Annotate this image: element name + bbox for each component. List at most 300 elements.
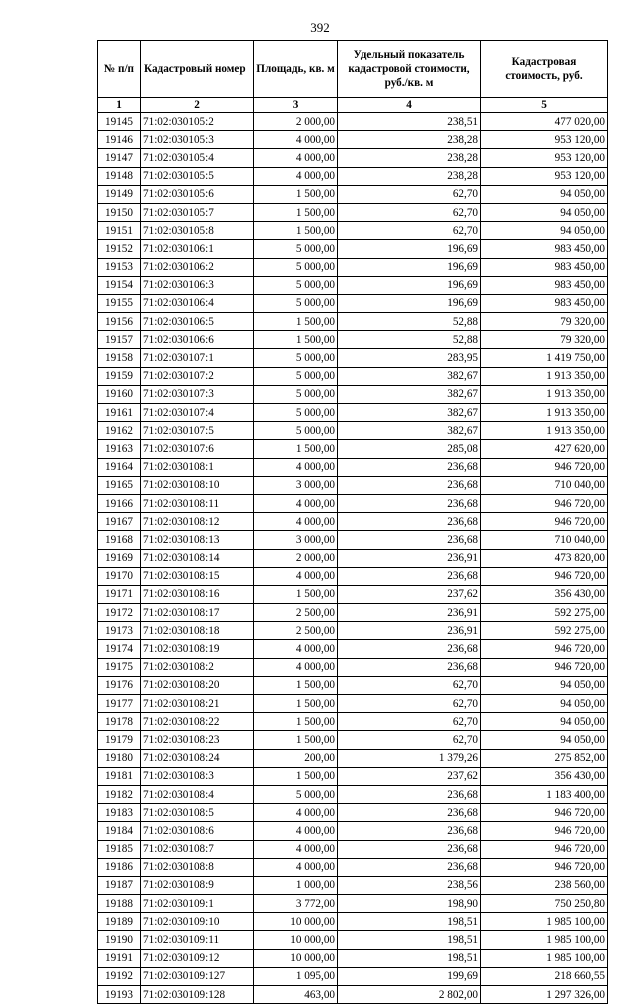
table-row: [98, 658, 608, 676]
area-cell: 1 500,00: [254, 676, 338, 694]
unit-value-cell: 236,68: [338, 531, 481, 549]
unit-value-cell: 196,69: [338, 240, 481, 258]
area-cell: 1 500,00: [254, 313, 338, 331]
table-header-row: [98, 41, 608, 98]
area-cell: 1 500,00: [254, 731, 338, 749]
area-cell: 1 500,00: [254, 222, 338, 240]
cadastral-cost-cell: 946 720,00: [481, 567, 608, 585]
row-number-cell: 19154: [98, 276, 141, 294]
cadastral-cost-cell: 946 720,00: [481, 494, 608, 512]
cadastral-cost-cell: 79 320,00: [481, 313, 608, 331]
row-number-cell: 19159: [98, 367, 141, 385]
cadastral-number-cell: 71:02:030108:10: [141, 476, 254, 494]
area-cell: 4 000,00: [254, 858, 338, 876]
cadastral-number-cell: 71:02:030108:22: [141, 713, 254, 731]
table-row: [98, 640, 608, 658]
cadastral-number-cell: 71:02:030108:21: [141, 695, 254, 713]
area-cell: 1 095,00: [254, 967, 338, 985]
area-cell: 5 000,00: [254, 422, 338, 440]
row-number-cell: 19191: [98, 949, 141, 967]
area-cell: 4 000,00: [254, 804, 338, 822]
unit-value-cell: 236,68: [338, 658, 481, 676]
header-cadastral-number: Кадастровый номер: [141, 41, 254, 98]
column-number: 1: [98, 98, 141, 113]
row-number-cell: 19153: [98, 258, 141, 276]
area-cell: 5 000,00: [254, 276, 338, 294]
cadastral-cost-cell: 592 275,00: [481, 622, 608, 640]
cadastral-number-cell: 71:02:030105:6: [141, 185, 254, 203]
unit-value-cell: 196,69: [338, 294, 481, 312]
unit-value-cell: 198,51: [338, 931, 481, 949]
area-cell: 2 500,00: [254, 622, 338, 640]
cadastral-cost-cell: 94 050,00: [481, 695, 608, 713]
header-area: Площадь, кв. м: [254, 41, 338, 98]
table-row: [98, 804, 608, 822]
area-cell: 10 000,00: [254, 949, 338, 967]
area-cell: 2 000,00: [254, 549, 338, 567]
cadastral-cost-cell: 1 913 350,00: [481, 404, 608, 422]
area-cell: 4 000,00: [254, 513, 338, 531]
unit-value-cell: 196,69: [338, 276, 481, 294]
row-number-cell: 19158: [98, 349, 141, 367]
row-number-cell: 19147: [98, 149, 141, 167]
cadastral-number-cell: 71:02:030108:23: [141, 731, 254, 749]
area-cell: 10 000,00: [254, 931, 338, 949]
unit-value-cell: 198,51: [338, 949, 481, 967]
cadastral-cost-cell: 1 913 350,00: [481, 422, 608, 440]
table-row: [98, 313, 608, 331]
row-number-cell: 19169: [98, 549, 141, 567]
row-number-cell: 19163: [98, 440, 141, 458]
unit-value-cell: 382,67: [338, 422, 481, 440]
row-number-cell: 19179: [98, 731, 141, 749]
table-row: [98, 986, 608, 1004]
area-cell: 5 000,00: [254, 240, 338, 258]
cadastral-number-cell: 71:02:030108:16: [141, 585, 254, 603]
row-number-cell: 19192: [98, 967, 141, 985]
cadastral-cost-cell: 1 985 100,00: [481, 913, 608, 931]
area-cell: 1 500,00: [254, 331, 338, 349]
table-row: [98, 476, 608, 494]
header-cadastral-cost: Кадастровая стоимость, руб.: [481, 41, 608, 98]
cadastral-cost-cell: 1 985 100,00: [481, 949, 608, 967]
unit-value-cell: 285,08: [338, 440, 481, 458]
cadastral-cost-cell: 983 450,00: [481, 240, 608, 258]
unit-value-cell: 236,91: [338, 622, 481, 640]
table-row: [98, 822, 608, 840]
table-row: [98, 167, 608, 185]
area-cell: 5 000,00: [254, 349, 338, 367]
cadastral-number-cell: 71:02:030109:10: [141, 913, 254, 931]
cadastral-cost-cell: 710 040,00: [481, 531, 608, 549]
row-number-cell: 19173: [98, 622, 141, 640]
cadastral-cost-cell: 94 050,00: [481, 713, 608, 731]
area-cell: 4 000,00: [254, 658, 338, 676]
unit-value-cell: 1 379,26: [338, 749, 481, 767]
cadastral-cost-cell: 94 050,00: [481, 731, 608, 749]
column-number-row: [98, 98, 608, 113]
unit-value-cell: 382,67: [338, 404, 481, 422]
table-row: [98, 767, 608, 785]
area-cell: 10 000,00: [254, 913, 338, 931]
cadastral-cost-cell: 953 120,00: [481, 149, 608, 167]
cadastral-cost-cell: 983 450,00: [481, 258, 608, 276]
row-number-cell: 19180: [98, 749, 141, 767]
row-number-cell: 19187: [98, 876, 141, 894]
row-number-cell: 19160: [98, 385, 141, 403]
unit-value-cell: 236,68: [338, 458, 481, 476]
row-number-cell: 19190: [98, 931, 141, 949]
cadastral-cost-cell: 946 720,00: [481, 840, 608, 858]
cadastral-cost-cell: 1 985 100,00: [481, 931, 608, 949]
cadastral-cost-cell: 238 560,00: [481, 876, 608, 894]
table-row: [98, 149, 608, 167]
cadastral-number-cell: 71:02:030107:6: [141, 440, 254, 458]
area-cell: 5 000,00: [254, 385, 338, 403]
unit-value-cell: 62,70: [338, 203, 481, 221]
area-cell: 1 500,00: [254, 695, 338, 713]
cadastral-number-cell: 71:02:030108:18: [141, 622, 254, 640]
cadastral-number-cell: 71:02:030108:2: [141, 658, 254, 676]
unit-value-cell: 236,68: [338, 804, 481, 822]
table-row: [98, 913, 608, 931]
cadastral-number-cell: 71:02:030108:20: [141, 676, 254, 694]
table-row: [98, 458, 608, 476]
cadastral-number-cell: 71:02:030108:4: [141, 785, 254, 803]
unit-value-cell: 52,88: [338, 313, 481, 331]
area-cell: 4 000,00: [254, 149, 338, 167]
area-cell: 1 000,00: [254, 876, 338, 894]
cadastral-number-cell: 71:02:030107:2: [141, 367, 254, 385]
cadastral-cost-cell: 750 250,80: [481, 895, 608, 913]
cadastral-number-cell: 71:02:030108:8: [141, 858, 254, 876]
table-row: [98, 440, 608, 458]
unit-value-cell: 238,28: [338, 149, 481, 167]
unit-value-cell: 62,70: [338, 185, 481, 203]
table-row: [98, 113, 608, 131]
area-cell: 463,00: [254, 986, 338, 1004]
unit-value-cell: 283,95: [338, 349, 481, 367]
cadastral-value-table: [97, 40, 608, 1004]
page-number: 392: [310, 20, 330, 35]
table-row: [98, 294, 608, 312]
cadastral-number-cell: 71:02:030108:13: [141, 531, 254, 549]
table-row: [98, 258, 608, 276]
row-number-cell: 19145: [98, 113, 141, 131]
cadastral-cost-cell: 953 120,00: [481, 167, 608, 185]
table-row: [98, 385, 608, 403]
cadastral-number-cell: 71:02:030108:1: [141, 458, 254, 476]
column-number: 2: [141, 98, 254, 113]
cadastral-cost-cell: 710 040,00: [481, 476, 608, 494]
cadastral-number-cell: 71:02:030105:5: [141, 167, 254, 185]
table-row: [98, 203, 608, 221]
table-row: [98, 676, 608, 694]
row-number-cell: 19166: [98, 494, 141, 512]
cadastral-cost-cell: 946 720,00: [481, 822, 608, 840]
cadastral-number-cell: 71:02:030105:7: [141, 203, 254, 221]
cadastral-cost-cell: 983 450,00: [481, 276, 608, 294]
row-number-cell: 19156: [98, 313, 141, 331]
area-cell: 2 000,00: [254, 113, 338, 131]
unit-value-cell: 382,67: [338, 367, 481, 385]
cadastral-cost-cell: 946 720,00: [481, 458, 608, 476]
row-number-cell: 19167: [98, 513, 141, 531]
row-number-cell: 19161: [98, 404, 141, 422]
row-number-cell: 19171: [98, 585, 141, 603]
cadastral-number-cell: 71:02:030106:4: [141, 294, 254, 312]
unit-value-cell: 62,70: [338, 222, 481, 240]
row-number-cell: 19182: [98, 785, 141, 803]
cadastral-cost-cell: 94 050,00: [481, 676, 608, 694]
row-number-cell: 19188: [98, 895, 141, 913]
table-row: [98, 331, 608, 349]
unit-value-cell: 236,68: [338, 840, 481, 858]
table-row: [98, 876, 608, 894]
table-row: [98, 240, 608, 258]
unit-value-cell: 236,68: [338, 476, 481, 494]
area-cell: 5 000,00: [254, 404, 338, 422]
table-row: [98, 185, 608, 203]
table-row: [98, 585, 608, 603]
cadastral-number-cell: 71:02:030109:1: [141, 895, 254, 913]
area-cell: 3 772,00: [254, 895, 338, 913]
cadastral-cost-cell: 218 660,55: [481, 967, 608, 985]
cadastral-cost-cell: 946 720,00: [481, 513, 608, 531]
area-cell: 1 500,00: [254, 185, 338, 203]
column-number: 4: [338, 98, 481, 113]
cadastral-number-cell: 71:02:030109:127: [141, 967, 254, 985]
cadastral-cost-cell: 1 183 400,00: [481, 785, 608, 803]
cadastral-cost-cell: 946 720,00: [481, 640, 608, 658]
cadastral-cost-cell: 94 050,00: [481, 222, 608, 240]
unit-value-cell: 238,56: [338, 876, 481, 894]
row-number-cell: 19155: [98, 294, 141, 312]
row-number-cell: 19184: [98, 822, 141, 840]
cadastral-cost-cell: 953 120,00: [481, 131, 608, 149]
area-cell: 4 000,00: [254, 167, 338, 185]
area-cell: 1 500,00: [254, 440, 338, 458]
row-number-cell: 19149: [98, 185, 141, 203]
row-number-cell: 19164: [98, 458, 141, 476]
cadastral-cost-cell: 1 913 350,00: [481, 385, 608, 403]
table-row: [98, 895, 608, 913]
cadastral-number-cell: 71:02:030109:12: [141, 949, 254, 967]
unit-value-cell: 236,68: [338, 822, 481, 840]
table-row: [98, 713, 608, 731]
row-number-cell: 19181: [98, 767, 141, 785]
column-number: 3: [254, 98, 338, 113]
unit-value-cell: 198,90: [338, 895, 481, 913]
unit-value-cell: 196,69: [338, 258, 481, 276]
row-number-cell: 19168: [98, 531, 141, 549]
cadastral-cost-cell: 983 450,00: [481, 294, 608, 312]
area-cell: 4 000,00: [254, 840, 338, 858]
row-number-cell: 19150: [98, 203, 141, 221]
cadastral-number-cell: 71:02:030106:2: [141, 258, 254, 276]
cadastral-cost-cell: 946 720,00: [481, 804, 608, 822]
cadastral-cost-cell: 946 720,00: [481, 658, 608, 676]
area-cell: 5 000,00: [254, 785, 338, 803]
column-number: 5: [481, 98, 608, 113]
cadastral-cost-cell: 1 419 750,00: [481, 349, 608, 367]
area-cell: 1 500,00: [254, 585, 338, 603]
area-cell: 5 000,00: [254, 367, 338, 385]
table-row: [98, 494, 608, 512]
table-row: [98, 222, 608, 240]
table-row: [98, 276, 608, 294]
cadastral-number-cell: 71:02:030107:4: [141, 404, 254, 422]
area-cell: 5 000,00: [254, 294, 338, 312]
table-row: [98, 622, 608, 640]
cadastral-number-cell: 71:02:030108:12: [141, 513, 254, 531]
cadastral-number-cell: 71:02:030108:15: [141, 567, 254, 585]
table-row: [98, 695, 608, 713]
header-row-number: № п/п: [98, 41, 141, 98]
area-cell: 4 000,00: [254, 494, 338, 512]
cadastral-cost-cell: 1 297 326,00: [481, 986, 608, 1004]
cadastral-cost-cell: 275 852,00: [481, 749, 608, 767]
table-body: [98, 113, 608, 1004]
area-cell: 3 000,00: [254, 531, 338, 549]
unit-value-cell: 237,62: [338, 767, 481, 785]
row-number-cell: 19174: [98, 640, 141, 658]
cadastral-number-cell: 71:02:030108:14: [141, 549, 254, 567]
row-number-cell: 19165: [98, 476, 141, 494]
unit-value-cell: 236,68: [338, 640, 481, 658]
area-cell: 3 000,00: [254, 476, 338, 494]
cadastral-number-cell: 71:02:030105:3: [141, 131, 254, 149]
cadastral-number-cell: 71:02:030105:4: [141, 149, 254, 167]
unit-value-cell: 238,51: [338, 113, 481, 131]
cadastral-number-cell: 71:02:030106:5: [141, 313, 254, 331]
cadastral-number-cell: 71:02:030106:3: [141, 276, 254, 294]
area-cell: 200,00: [254, 749, 338, 767]
table-row: [98, 549, 608, 567]
table-row: [98, 131, 608, 149]
cadastral-cost-cell: 356 430,00: [481, 767, 608, 785]
table-row: [98, 858, 608, 876]
unit-value-cell: 236,91: [338, 549, 481, 567]
cadastral-number-cell: 71:02:030107:3: [141, 385, 254, 403]
cadastral-cost-cell: 473 820,00: [481, 549, 608, 567]
unit-value-cell: 62,70: [338, 731, 481, 749]
row-number-cell: 19175: [98, 658, 141, 676]
row-number-cell: 19148: [98, 167, 141, 185]
cadastral-number-cell: 71:02:030107:1: [141, 349, 254, 367]
cadastral-cost-cell: 592 275,00: [481, 604, 608, 622]
row-number-cell: 19172: [98, 604, 141, 622]
table-row: [98, 349, 608, 367]
cadastral-number-cell: 71:02:030108:7: [141, 840, 254, 858]
area-cell: 1 500,00: [254, 713, 338, 731]
row-number-cell: 19152: [98, 240, 141, 258]
cadastral-number-cell: 71:02:030108:9: [141, 876, 254, 894]
area-cell: 4 000,00: [254, 822, 338, 840]
unit-value-cell: 62,70: [338, 676, 481, 694]
unit-value-cell: 62,70: [338, 695, 481, 713]
cadastral-number-cell: 71:02:030108:6: [141, 822, 254, 840]
row-number-cell: 19185: [98, 840, 141, 858]
row-number-cell: 19157: [98, 331, 141, 349]
row-number-cell: 19170: [98, 567, 141, 585]
area-cell: 4 000,00: [254, 567, 338, 585]
area-cell: 4 000,00: [254, 640, 338, 658]
row-number-cell: 19178: [98, 713, 141, 731]
unit-value-cell: 236,68: [338, 858, 481, 876]
cadastral-number-cell: 71:02:030105:8: [141, 222, 254, 240]
table-row: [98, 404, 608, 422]
row-number-cell: 19183: [98, 804, 141, 822]
cadastral-cost-cell: 427 620,00: [481, 440, 608, 458]
area-cell: 1 500,00: [254, 767, 338, 785]
cadastral-cost-cell: 356 430,00: [481, 585, 608, 603]
area-cell: 5 000,00: [254, 258, 338, 276]
table-row: [98, 785, 608, 803]
row-number-cell: 19193: [98, 986, 141, 1004]
table-row: [98, 531, 608, 549]
unit-value-cell: 236,91: [338, 604, 481, 622]
cadastral-number-cell: 71:02:030109:11: [141, 931, 254, 949]
unit-value-cell: 382,67: [338, 385, 481, 403]
cadastral-number-cell: 71:02:030108:24: [141, 749, 254, 767]
unit-value-cell: 199,69: [338, 967, 481, 985]
cadastral-number-cell: 71:02:030108:3: [141, 767, 254, 785]
cadastral-cost-cell: 94 050,00: [481, 203, 608, 221]
cadastral-number-cell: 71:02:030107:5: [141, 422, 254, 440]
cadastral-number-cell: 71:02:030109:128: [141, 986, 254, 1004]
unit-value-cell: 236,68: [338, 785, 481, 803]
cadastral-cost-cell: 94 050,00: [481, 185, 608, 203]
area-cell: 2 500,00: [254, 604, 338, 622]
table-row: [98, 949, 608, 967]
unit-value-cell: 2 802,00: [338, 986, 481, 1004]
unit-value-cell: 62,70: [338, 713, 481, 731]
area-cell: 1 500,00: [254, 203, 338, 221]
unit-value-cell: 236,68: [338, 513, 481, 531]
row-number-cell: 19151: [98, 222, 141, 240]
cadastral-cost-cell: 946 720,00: [481, 858, 608, 876]
table-row: [98, 422, 608, 440]
area-cell: 4 000,00: [254, 131, 338, 149]
table-row: [98, 367, 608, 385]
table-row: [98, 513, 608, 531]
cadastral-number-cell: 71:02:030108:19: [141, 640, 254, 658]
area-cell: 4 000,00: [254, 458, 338, 476]
row-number-cell: 19176: [98, 676, 141, 694]
unit-value-cell: 238,28: [338, 131, 481, 149]
table-row: [98, 749, 608, 767]
header-unit-value: Удельный показатель кадастровой стоимости, руб./кв. м: [338, 41, 481, 98]
row-number-cell: 19177: [98, 695, 141, 713]
cadastral-number-cell: 71:02:030106:6: [141, 331, 254, 349]
table-row: [98, 567, 608, 585]
cadastral-cost-cell: 1 913 350,00: [481, 367, 608, 385]
cadastral-cost-cell: 477 020,00: [481, 113, 608, 131]
table-row: [98, 840, 608, 858]
cadastral-cost-cell: 79 320,00: [481, 331, 608, 349]
row-number-cell: 19189: [98, 913, 141, 931]
row-number-cell: 19146: [98, 131, 141, 149]
row-number-cell: 19162: [98, 422, 141, 440]
table-row: [98, 967, 608, 985]
unit-value-cell: 237,62: [338, 585, 481, 603]
cadastral-number-cell: 71:02:030105:2: [141, 113, 254, 131]
unit-value-cell: 236,68: [338, 494, 481, 512]
cadastral-number-cell: 71:02:030108:17: [141, 604, 254, 622]
table-row: [98, 604, 608, 622]
table-row: [98, 931, 608, 949]
